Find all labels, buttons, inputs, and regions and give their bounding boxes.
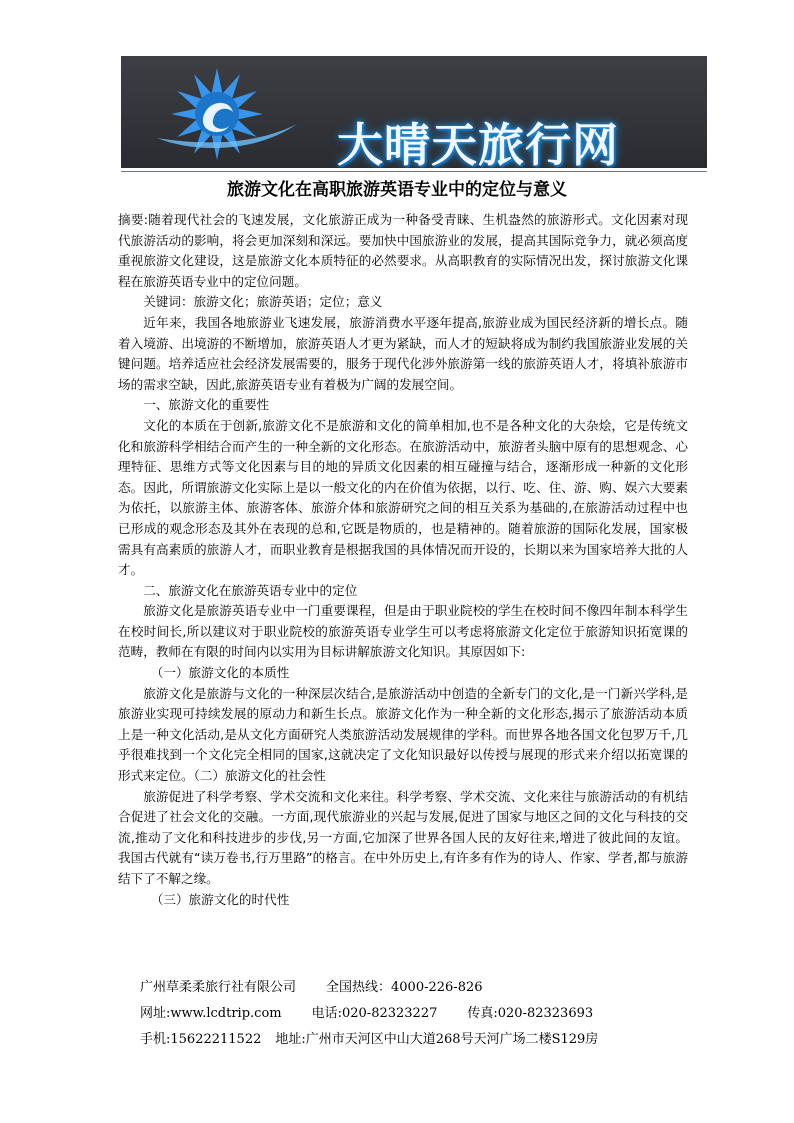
paragraph: 旅游文化是旅游与文化的一种深层次结合,是旅游活动中创造的全新专门的文化,是一门新兴学科,是旅游业实现可持续发展的原动力和新生长点。旅游文化作为一种全新的文化形态,揭示了旅游活动本质上是一种文化活动,是从文化方面研究人类旅游活动发展规律的学科。而世界各地各国文化包罗万千,几乎很难找到一个文化完全相同的国家,这就决定了文化知识最好以传授与展现的形式来介绍以拓宽课的形式来定位。（二）旅游文化的社会性 [118,685,688,784]
subsection-heading: （三）旅游文化的时代性 [150,891,290,907]
footer-hotline: 全国热线：4000-226-826 [326,980,483,995]
section-heading: 二、旅游文化在旅游英语专业中的定位 [143,582,358,598]
footer-fax: 传真:020-82323693 [467,1006,594,1021]
site-logo-text: 大晴天旅行网 [337,118,619,168]
article-body [118,210,688,910]
footer-phone: 电话:020-82323227 [311,1006,438,1021]
company-footer [140,975,700,1053]
paragraph: 文化的本质在于创新,旅游文化不是旅游和文化的简单相加,也不是各种文化的大杂烩，它是传统文化和旅游科学相结合而产生的一种全新的文化形态。在旅游活动中，旅游者头脑中原有的思想观念、心理特征、思维方式等文化因素与目的地的异质文化因素的相互碰撞与结合，逐渐形成一种新的文化形态。因此，所谓旅游文化实际上是以一般文化的内在价值为依据，以行、吃、住、游、购、娱六大要素为依托，以旅游主体、旅游客体、旅游介体和旅游研究之间的相互关系为基础的,在旅游活动过程中也已形成的观念形态及其外在表现的总和,它既是物质的，也是精神的。随着旅游的国际化发展，国家极需具有高素质的旅游人才，而职业教育是根据我国的具体情况而开设的，长期以来为国家培养大批的人才。 [118,417,688,578]
paragraph: 近年来，我国各地旅游业飞速发展，旅游消费水平逐年提高,旅游业成为国民经济新的增长点。随着入境游、出境游的不断增加，旅游英语人才更为紧缺，而人才的短缺将成为制约我国旅游业发展的关键问题。培养适应社会经济发展需要的，服务于现代化涉外旅游第一线的旅游英语人才，将填补旅游市场的需求空缺，因此,旅游英语专业有着极为广阔的发展空间。 [118,314,688,392]
keywords: 关键词：旅游文化；旅游英语；定位；意义 [143,294,383,310]
footer-website[interactable]: 网址:www.lcdtrip.com [140,1006,282,1021]
footer-address: 地址:广州市天河区中山大道268号天河广场二楼S129房 [275,1032,599,1047]
abstract: 摘要:随着现代社会的飞速发展，文化旅游正成为一种备受青睐、生机盎然的旅游形式。文化因素对现代旅游活动的影响，将会更加深刻和深远。要加快中国旅游业的发展，提高其国际竞争力，就必须高度重视旅游文化建设，这是旅游文化本质特征的必然要求。从高职教育的实际情况出发，探讨旅游文化课程在旅游英语专业中的定位问题。 [118,212,688,289]
article-title: 旅游文化在高职旅游英语专业中的定位与意义 [227,180,567,200]
footer-company: 广州草柔柔旅行社有限公司 [140,980,297,995]
paragraph: 旅游文化是旅游英语专业中一门重要课程，但是由于职业院校的学生在校时间不像四年制本科学生在校时间长,所以建议对于职业院校的旅游英语专业学生可以考虑将旅游文化定位于旅游知识拓宽课的范畴，教师在有限的时间内以实用为目标讲解旅游文化知识。其原因如下: [118,603,688,660]
site-banner [121,56,707,168]
subsection-heading: （一）旅游文化的本质性 [150,665,290,681]
section-heading: 一、旅游文化的重要性 [143,397,270,413]
header-divider [121,171,707,172]
paragraph: 旅游促进了科学考察、学术交流和文化来往。科学考察、学术交流、文化来往与旅游活动的有机结合促进了社会文化的交融。一方面,现代旅游业的兴起与发展,促进了国家与地区之间的文化与科技的交流,推动了文化和科技进步的步伐,另一方面,它加深了世界各国人民的友好往来,增进了彼此间的友谊。我国古代就有“读万卷书,行万里路”的格言。在中外历史上,有许多有作为的诗人、作家、学者,都与旅游结下了不解之缘。 [118,788,688,886]
footer-mobile: 手机:15622211522 [140,1032,262,1047]
